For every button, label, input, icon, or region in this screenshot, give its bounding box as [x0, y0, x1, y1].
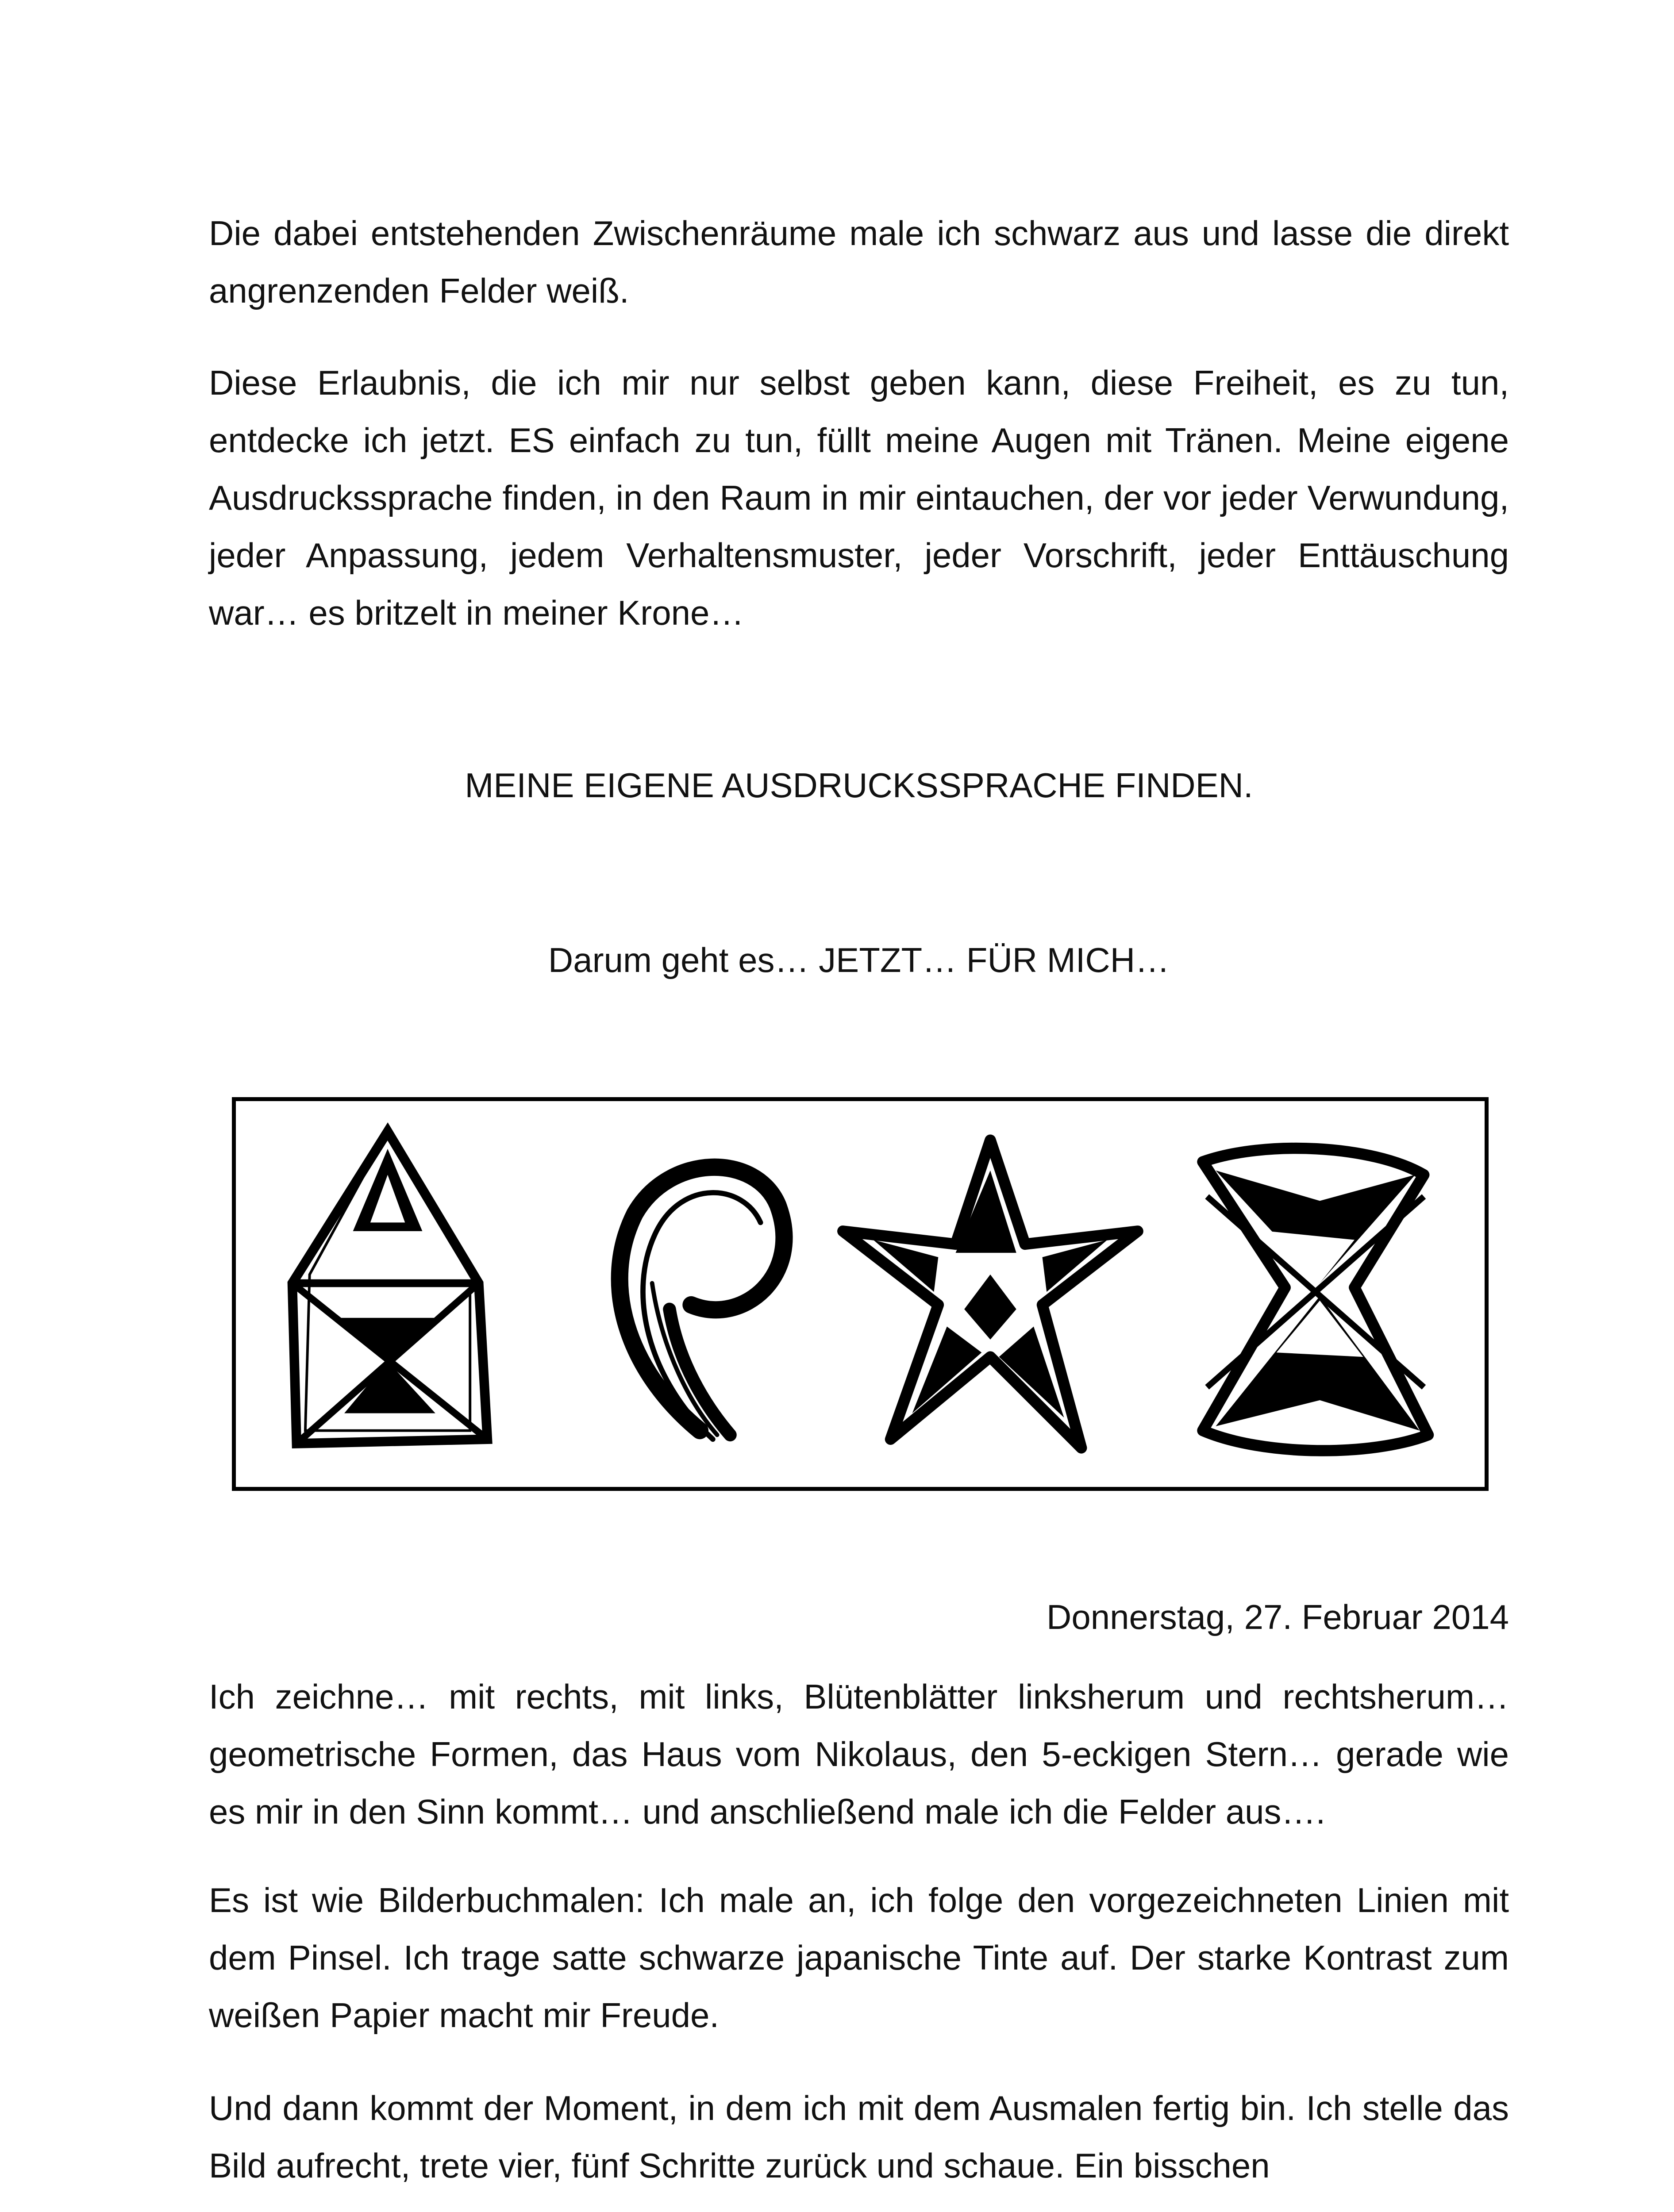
centered-subline: Darum geht es… JETZT… FÜR MICH… — [548, 941, 1170, 979]
paragraph-permission: Diese Erlaubnis, die ich mir nur selbst geben kann, diese Freiheit, es zu tun, entdecke ich jetzt. ES einfach zu tun, füllt meine Augen mit Tränen. Meine eigene Ausdruckssprache finden, in den Raum in mir eintauchen, der vor jeder Verwundung, jeder Anpassung, jedem Verhaltensmuster, jeder Vorschrift, jeder Enttäuschung war… es britzelt in meiner Krone… — [209, 363, 1509, 632]
paragraph-coloring: Es ist wie Bilderbuchmalen: Ich male an, ich folge den vorgezeichneten Linien mit dem Pinsel. Ich trage satte schwarze japanische Tinte auf. Der starke Kontrast zum weißen Papier macht mir Freude. — [209, 1881, 1509, 2035]
diary-date: Donnerstag, 27. Februar 2014 — [1046, 1598, 1509, 1636]
centered-statement: MEINE EIGENE AUSDRUCKSSPRACHE FINDEN. — [465, 766, 1253, 805]
hourglass-drawing — [1203, 1148, 1428, 1451]
five-pointed-star-drawing — [843, 1140, 1138, 1448]
paragraph-moment: Und dann kommt der Moment, in dem ich mit dem Ausmalen fertig bin. Ich stelle das Bild aufrecht, trete vier, fünf Schritte zurück und schaue. Ein bisschen — [209, 2089, 1509, 2185]
paragraph-drawing: Ich zeichne… mit rechts, mit links, Blütenblätter linksherum und rechtsherum… geometrische Formen, das Haus vom Nikolaus, den 5-eckigen Stern… gerade wie es mir in den Sinn kommt… und anschließend male ich die Felder aus…. — [209, 1677, 1509, 1831]
house-of-nicholas-drawing — [292, 1132, 487, 1444]
ink-drawings-figure — [232, 1097, 1489, 1491]
petal-loop-drawing — [620, 1167, 784, 1439]
paragraph-intro: Die dabei entstehenden Zwischenräume male ich schwarz aus und lasse die direkt angrenzenden Felder weiß. — [209, 214, 1509, 310]
